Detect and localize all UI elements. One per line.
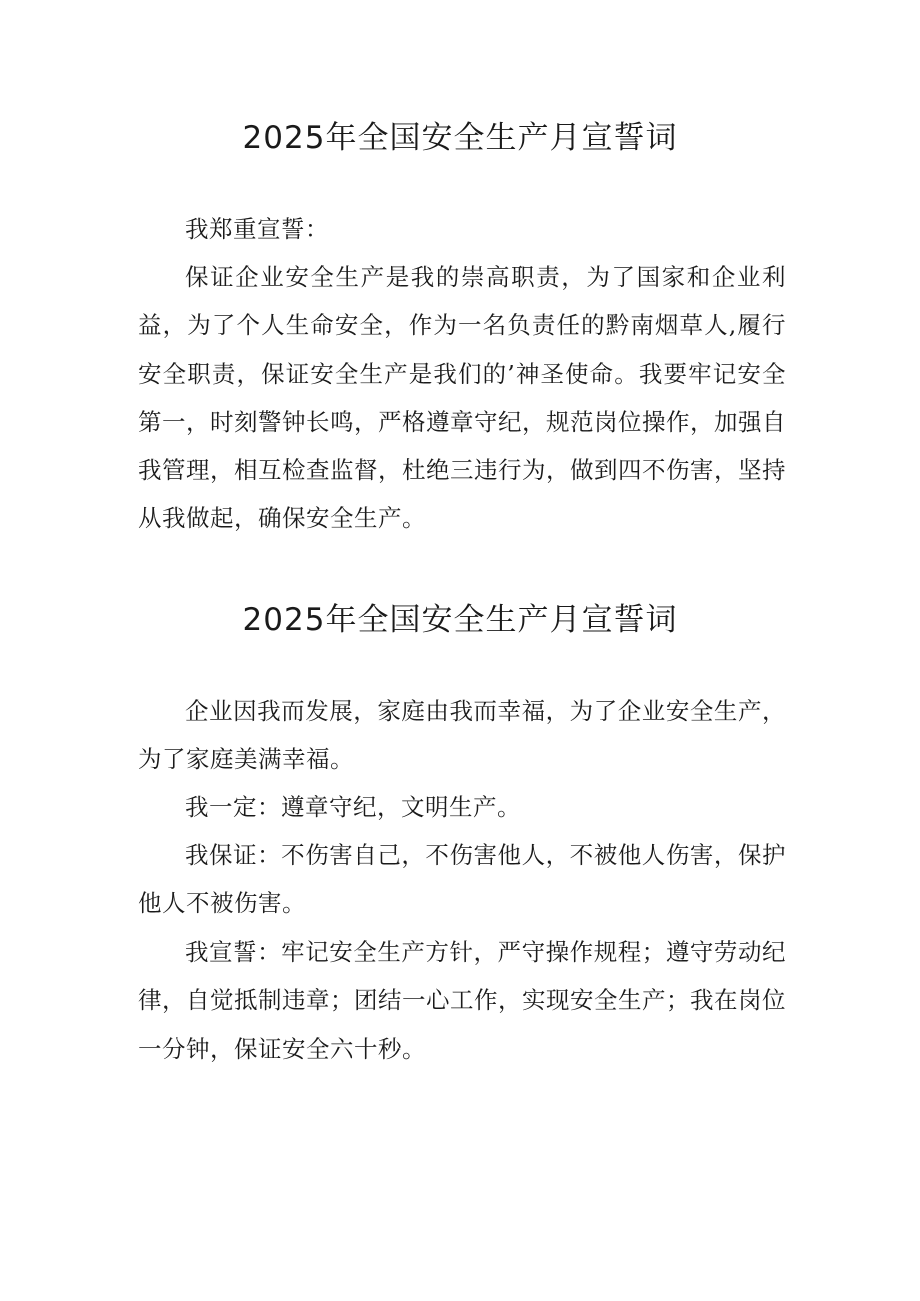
section-2-paragraph-3: 我保证：不伤害自己，不伤害他人，不被他人伤害，保护他人不被伤害。 <box>138 841 786 918</box>
section-1-paragraph-2: 保证企业安全生产是我的崇高职责，为了国家和企业利益，为了个人生命安全，作为一名负责任的黔南烟草人,履行安全职责，保证安全生产是我们的’神圣使命。我要牢记安全第一，时刻警钟长鸣，严格遵章守纪，规范岗位操作，加强自我管理，相互检查监督，杜绝三违行为，做到四不伤害，坚持从我做起，确保安全生产。 <box>138 263 786 533</box>
section-2-paragraph-2: 我一定：遵章守纪，文明生产。 <box>185 793 521 821</box>
section-1-paragraph-1: 我郑重宣誓： <box>185 215 329 243</box>
section-2-paragraph-4: 我宣誓：牢记安全生产方针，严守操作规程；遵守劳动纪律，自觉抵制违章；团结一心工作，实现安全生产；我在岗位一分钟，保证安全六十秒。 <box>138 938 786 1063</box>
section-2-title: 2025年全国安全生产月宣誓词 <box>242 602 678 638</box>
section-2-paragraph-1: 企业因我而发展，家庭由我而幸福，为了企业安全生产，为了家庭美满幸福。 <box>138 697 786 774</box>
section-1-title: 2025年全国安全生产月宣誓词 <box>242 120 678 156</box>
